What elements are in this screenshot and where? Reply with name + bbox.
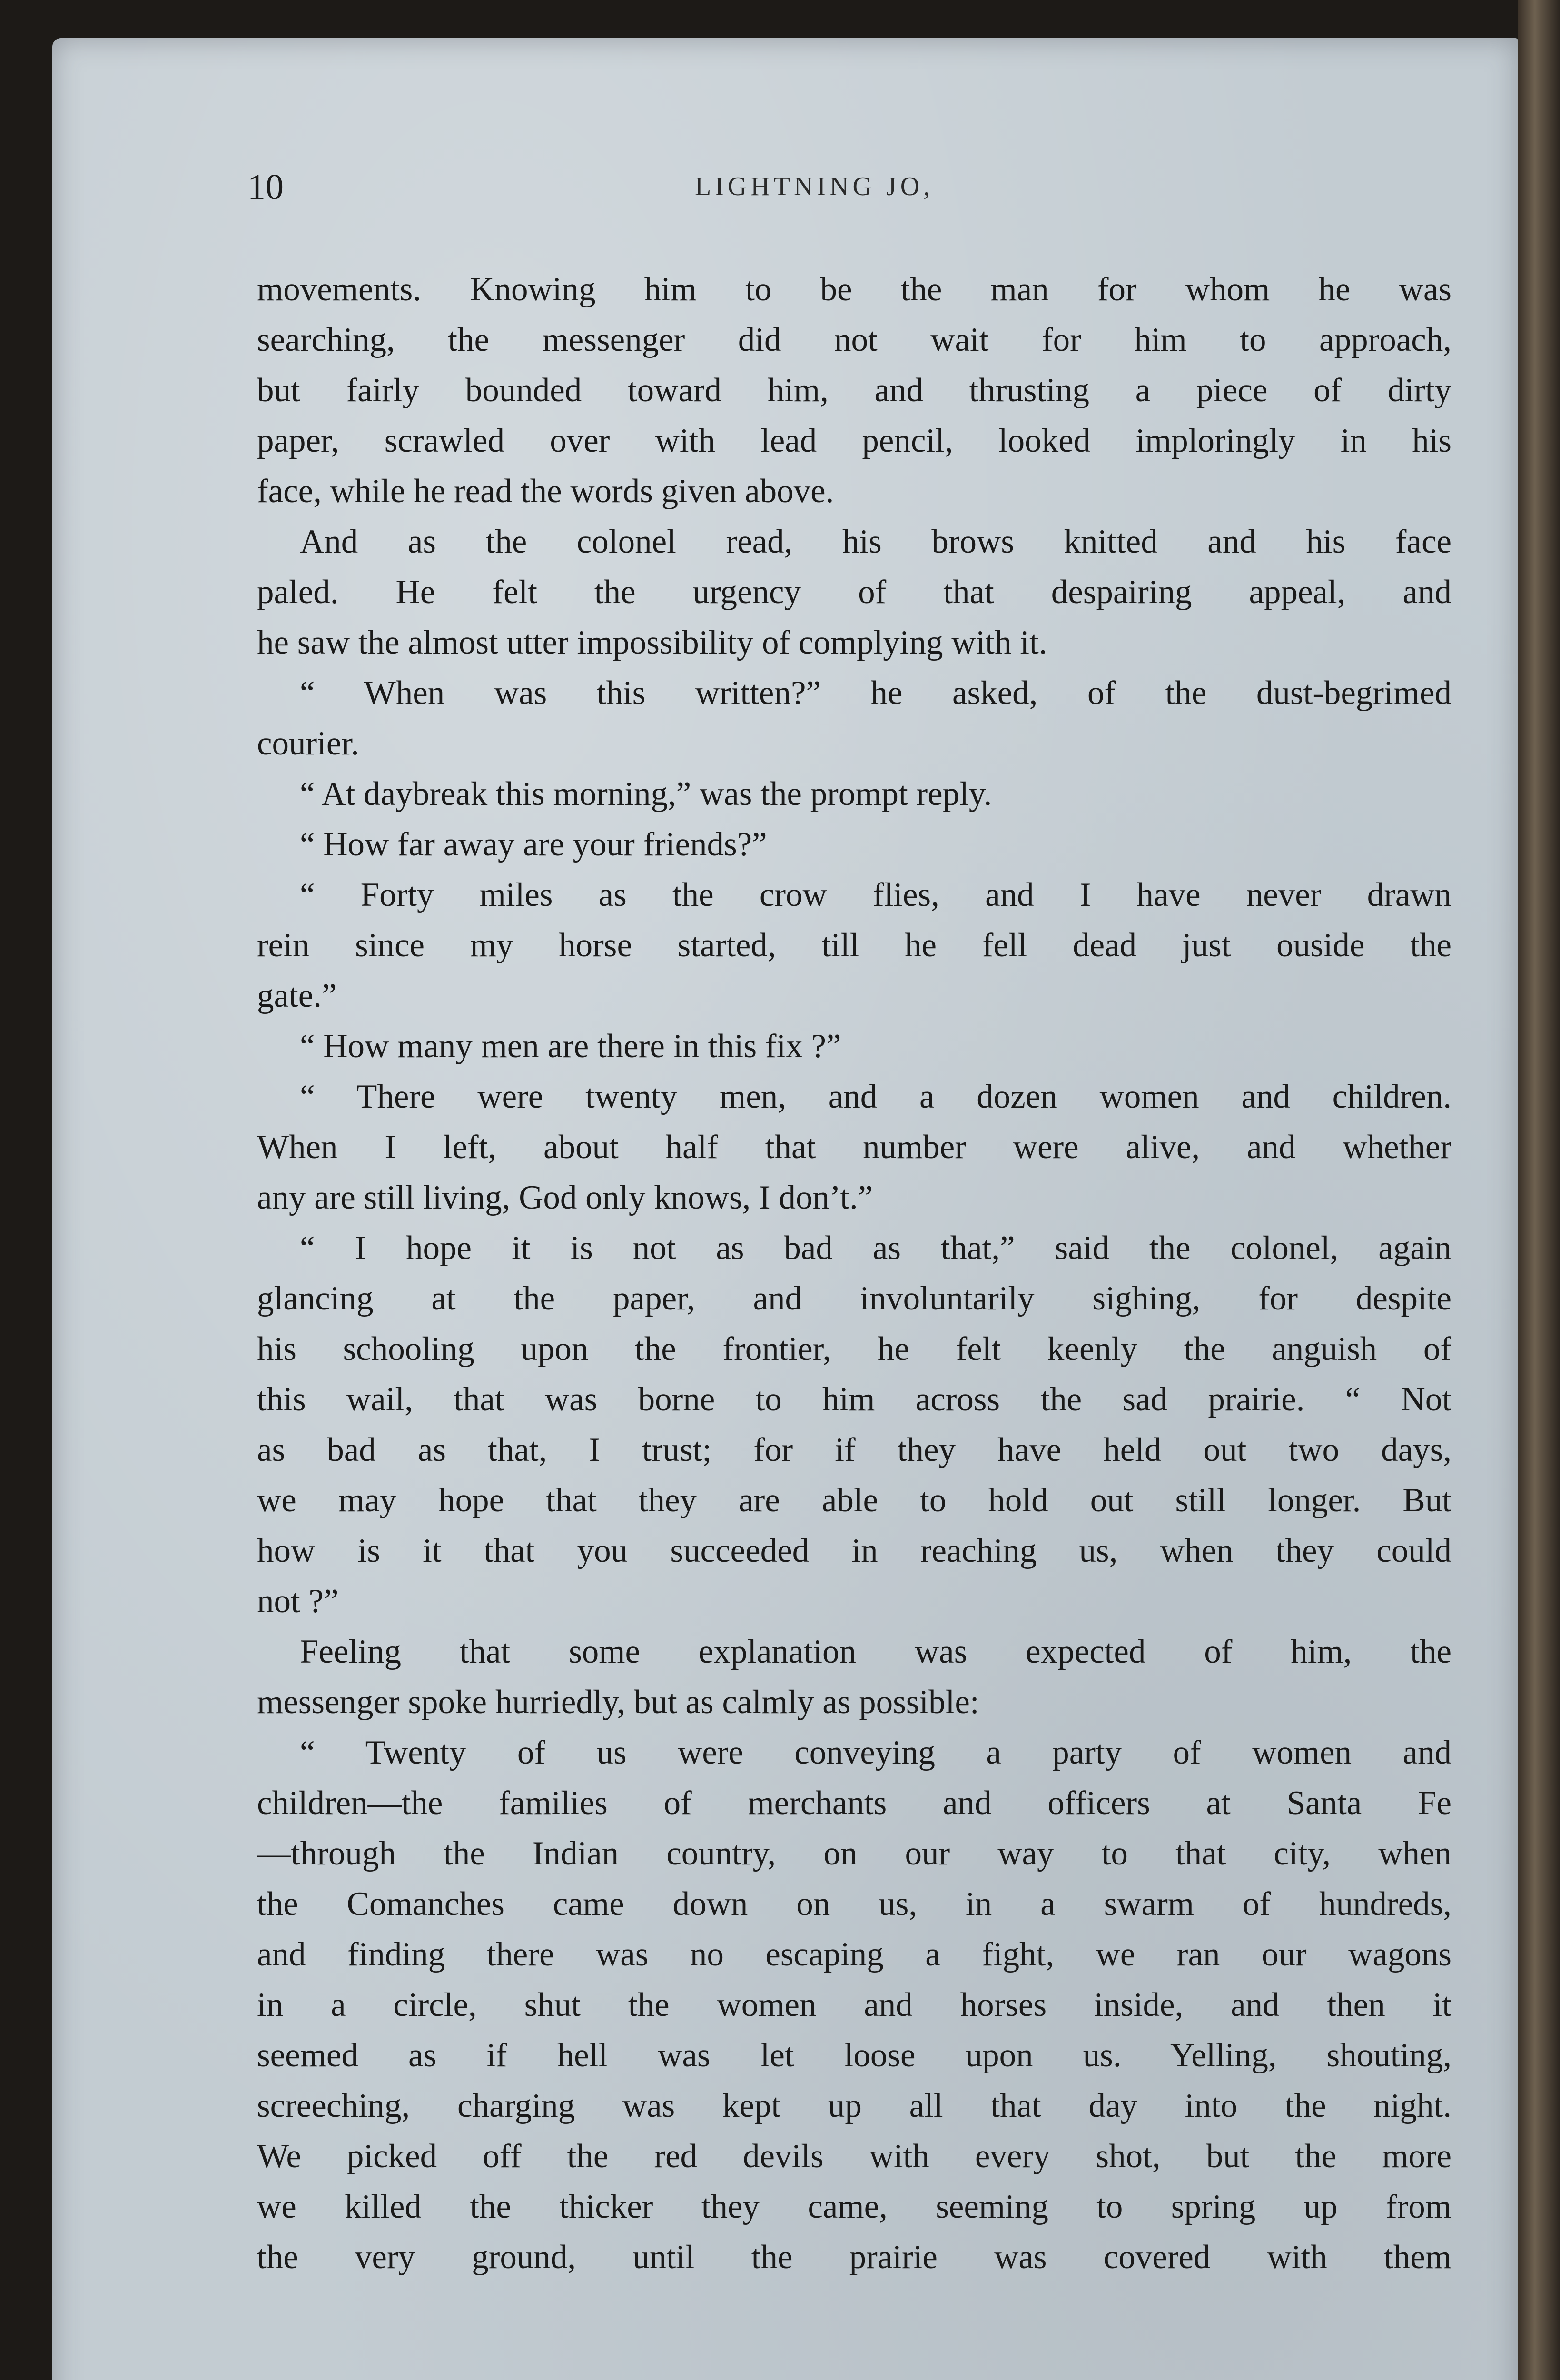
text-line: seemed as if hell was let loose upon us. Yelling, shouting, (257, 2037, 1451, 2074)
text-line: he saw the almost utter impossibility of complying with it. (257, 624, 1047, 661)
text-line: but fairly bounded toward him, and thrusting a piece of dirty (257, 372, 1451, 409)
text-line: searching, the messenger did not wait for him to approach, (257, 321, 1451, 358)
text-line: movements. Knowing him to be the man for whom he was (257, 271, 1451, 308)
text-line: as bad as that, I trust; for if they have held out two days, (257, 1431, 1451, 1468)
text-line: “ At daybreak this morning,” was the prompt reply. (300, 775, 992, 813)
text-line: how is it that you succeeded in reaching us, when they could (257, 1532, 1451, 1569)
text-line: courier. (257, 725, 359, 762)
text-line: and finding there was no escaping a fight, we ran our wagons (257, 1936, 1451, 1973)
text-line: not ?” (257, 1583, 339, 1620)
text-line: “ When was this written?” he asked, of the dust-begrimed (300, 674, 1451, 712)
text-line: rein since my horse started, till he fell dead just ouside the (257, 927, 1451, 964)
body-text (257, 264, 1451, 2282)
running-title: LIGHTNING JO, (695, 172, 934, 201)
text-line: we killed the thicker they came, seeming to spring up from (257, 2188, 1451, 2225)
text-line: When I left, about half that number were alive, and whether (257, 1129, 1451, 1166)
text-line: in a circle, shut the women and horses inside, and then it (257, 1986, 1451, 2023)
text-line: any are still living, God only knows, I don’t.” (257, 1179, 873, 1216)
text-line: “ Twenty of us were conveying a party of women and (300, 1734, 1451, 1771)
page-header (247, 167, 1437, 219)
text-line: children—the families of merchants and officers at Santa Fe (257, 1785, 1451, 1822)
text-line: this wail, that was borne to him across the sad prairie. “ Not (257, 1381, 1451, 1418)
text-line: his schooling upon the frontier, he felt keenly the anguish of (257, 1330, 1451, 1368)
text-line: “ Forty miles as the crow flies, and I have never drawn (300, 876, 1451, 913)
text-line: face, while he read the words given above. (257, 473, 834, 510)
text-line: “ There were twenty men, and a dozen women and children. (300, 1078, 1451, 1115)
text-line: glancing at the paper, and involuntarily sighing, for despite (257, 1280, 1451, 1317)
text-line: paled. He felt the urgency of that despairing appeal, and (257, 574, 1451, 611)
page-number: 10 (247, 167, 284, 207)
text-line: “ How far away are your friends?” (300, 826, 767, 863)
text-line: we may hope that they are able to hold out still longer. But (257, 1482, 1451, 1519)
text-line: “ How many men are there in this fix ?” (300, 1028, 841, 1065)
text-line: Feeling that some explanation was expected of him, the (300, 1633, 1451, 1670)
book-spine (1518, 0, 1560, 2380)
text-line: the very ground, until the prairie was covered with them (257, 2239, 1451, 2276)
text-line: screeching, charging was kept up all that day into the night. (257, 2087, 1451, 2124)
text-line: the Comanches came down on us, in a swarm of hundreds, (257, 1885, 1451, 1923)
text-line: —through the Indian country, on our way to that city, when (257, 1835, 1451, 1872)
text-line: And as the colonel read, his brows knitted and his face (300, 523, 1451, 560)
text-line: “ I hope it is not as bad as that,” said the colonel, again (300, 1230, 1451, 1267)
text-line: paper, scrawled over with lead pencil, looked imploringly in his (257, 422, 1451, 459)
text-line: messenger spoke hurriedly, but as calmly as possible: (257, 1684, 979, 1721)
text-line: We picked off the red devils with every shot, but the more (257, 2138, 1451, 2175)
text-line: gate.” (257, 977, 337, 1014)
